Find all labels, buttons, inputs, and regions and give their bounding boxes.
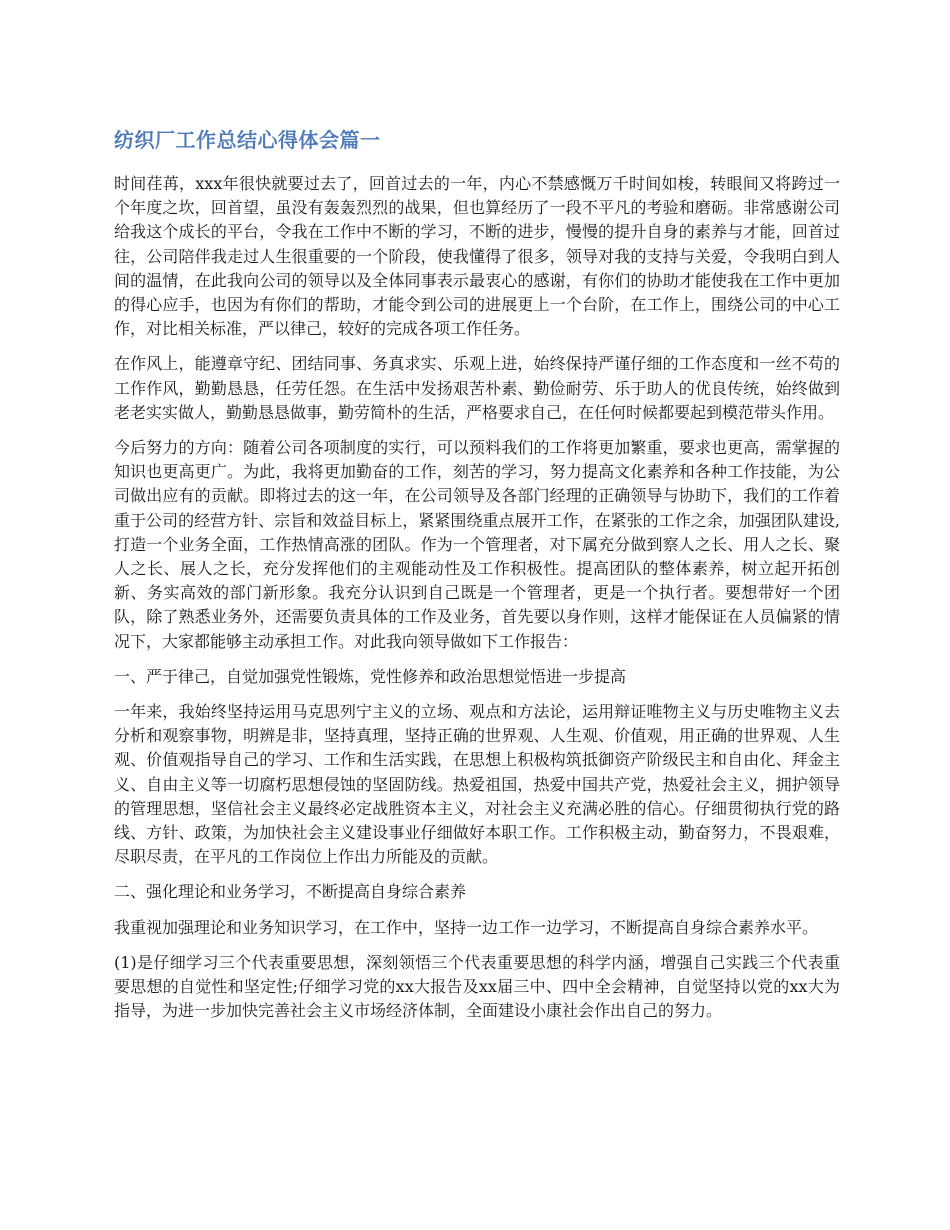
document-title: 纺织厂工作总结心得体会篇一 [114,128,381,152]
paragraph-future-direction: 今后努力的方向：随着公司各项制度的实行，可以预料我们的工作将更加繁重，要求也更高，需掌握的知识也更高更广。为此，我将更加勤奋的工作，刻苦的学习，努力提高文化素养和各种工作技能，为公司做出应有的贡献。即将过去的这一年，在公司领导及各部门经理的正确领导与协助下，我们的工作着重于公司的经营方针、宗旨和效益目标上，紧紧围绕重点展开工作，在紧张的工作之余，加强团队建设,打造一个业务全面，工作热情高涨的团队。作为一个管理者，对下属充分做到察人之长、用人之长、聚人之长、展人之长，充分发挥他们的主观能动性及工作积极性。提高团队的整体素养，树立起开拓创新、务实高效的部门新形象。我充分认识到自己既是一个管理者，更是一个执行者。要想带好一个团队，除了熟悉业务外，还需要负责具体的工作及业务，首先要以身作则，这样才能保证在人员偏紧的情况下，大家都能够主动承担工作。对此我向领导做如下工作报告： [114,438,840,651]
document-page [114,126,840,1035]
section-heading-2: 二、强化理论和业务学习，不断提高自身综合素养 [114,882,467,902]
paragraph-discipline: 一年来，我始终坚持运用马克思列宁主义的立场、观点和方法论，运用辩证唯物主义与历史唯物主义去分析和观察事物，明辨是非，坚持真理，坚持正确的世界观、人生观、价值观，用正确的世界观、人生观、价值观指导自己的学习、工作和生活实践，在思想上积极构筑抵御资产阶级民主和自由化、拜金主义、自由主义等一切腐朽思想侵蚀的坚固防线。热爱祖国，热爱中国共产党，热爱社会主义，拥护领导的管理思想，坚信社会主义最终必定战胜资本主义，对社会主义充满必胜的信心。仔细贯彻执行党的路线、方针、政策，为加快社会主义建设事业仔细做好本职工作。工作积极主动，勤奋努力，不畏艰难，尽职尽责，在平凡的工作岗位上作出力所能及的贡献。 [114,702,840,867]
paragraph-study: 我重视加强理论和业务知识学习，在工作中，坚持一边工作一边学习，不断提高自身综合素养水平。 [114,917,819,937]
paragraph-study-item-1: (1)是仔细学习三个代表重要思想，深刻领悟三个代表重要思想的科学内涵，增强自己实践三个代表重要思想的自觉性和坚定性;仔细学习党的xx大报告及xx届三中、四中全会精神，自觉坚持以党的xx大为指导，为进一步加快完善社会主义市场经济体制，全面建设小康社会作出自己的努力。 [114,952,840,1021]
section-heading-1: 一、严于律己，自觉加强党性锻炼，党性修养和政治思想觉悟进一步提高 [114,666,627,686]
paragraph-intro: 时间荏苒，xxx年很快就要过去了，回首过去的一年，内心不禁感慨万千时间如梭，转眼间又将跨过一个年度之坎，回首望，虽没有轰轰烈烈的战果，但也算经历了一段不平凡的考验和磨砺。非常感谢公司给我这个成长的平台，令我在工作中不断的学习，不断的进步，慢慢的提升自身的素养与才能，回首过往，公司陪伴我走过人生很重要的一个阶段，使我懂得了很多，领导对我的支持与关爱，令我明白到人间的温情，在此我向公司的领导以及全体同事表示最衷心的感谢，有你们的协助才能使我在工作中更加的得心应手，也因为有你们的帮助，才能令到公司的进展更上一个台阶，在工作上，围绕公司的中心工作，对比相关标准，严以律己，较好的完成各项工作任务。 [114,174,840,339]
paragraph-work-style: 在作风上，能遵章守纪、团结同事、务真求实、乐观上进，始终保持严谨仔细的工作态度和一丝不苟的工作作风，勤勤恳恳，任劳任怨。在生活中发扬艰苦朴素、勤俭耐劳、乐于助人的优良传统，始终做到老老实实做人，勤勤恳恳做事，勤劳简朴的生活，严格要求自己，在任何时候都要起到模范带头作用。 [114,354,840,422]
